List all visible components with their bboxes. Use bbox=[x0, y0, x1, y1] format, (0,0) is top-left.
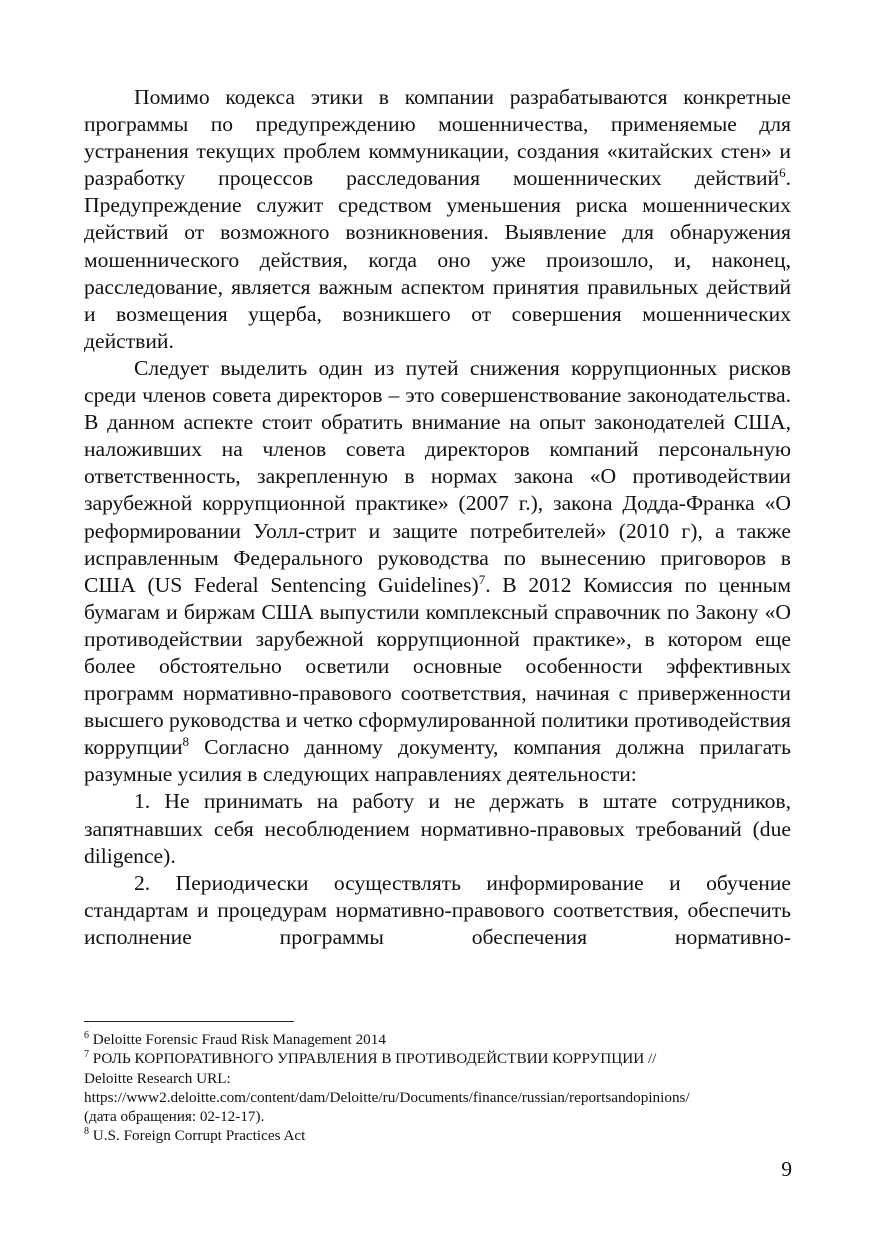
paragraph-board-risks: Следует выделить один из путей снижения коррупционных рисков среди членов совета директоров – это совершенствование законодательства. В данном аспекте стоит обратить внимание на опыт законодателей США, наложивших на членов совета директоров компаний персональную ответственность, закрепленную в нормах закона «О противодействии зарубежной коррупционной практике» (2007 г.), закона Додда-Франка «О реформировании Уолл-стрит и защите потребителей» (2010 г), а также исправленным Федерального руководства по вынесению приговоров в США (US Federal Sentencing Guidelines)$^7$. В 2012 Комиссия по ценным бумагам и биржам США выпустили комплексный справочник по Закону «О противодействии зарубежной коррупционной практике», в котором еще более обстоятельно осветили основные особенности эффективных программ нормативно-правового соответствия, начиная с приверженности высшего руководства и четко сформулированной политики противодействия коррупции$^8$ Согласно данному документу, компания должна прилагать разумные усилия в следующих направлениях деятельности: bbox=[84, 355, 791, 787]
footnote-7-access-date: (дата обращения: 02-12-17). bbox=[84, 1108, 265, 1126]
footnote-7-url[interactable]: https://www2.deloitte.com/content/dam/Deloitte/ru/Documents/finance/russian/reportsandopinions/ bbox=[84, 1088, 690, 1106]
list-item-2: 2. Периодически осуществлять информирование и обучение стандартам и процедурам нормативно-правового соответствия, обеспечить исполнение программы обеспечения нормативно- bbox=[84, 870, 791, 949]
footnote-7-source: Deloitte Research URL: bbox=[84, 1069, 231, 1087]
list-item-1: 1. Не принимать на работу и не держать в штате сотрудников, запятнавших себя несоблюдением нормативно-правовых требований (due diligence). bbox=[84, 789, 791, 868]
footnote-ref-6[interactable]: 6 bbox=[779, 165, 786, 181]
footnotes bbox=[84, 1030, 794, 1146]
footnote-7: $^7$ РОЛЬ КОРПОРАТИВНОГО УПРАВЛЕНИЯ В ПРОТИВОДЕЙСТВИИ КОРРУПЦИИ // bbox=[84, 1049, 657, 1068]
footnote-8: $^8$ U.S. Foreign Corrupt Practices Act bbox=[84, 1126, 306, 1145]
page-number: 9 bbox=[781, 1157, 792, 1181]
footnote-6: $^6$ Deloitte Forensic Fraud Risk Management 2014 bbox=[84, 1029, 386, 1048]
footnote-ref-8[interactable]: 8 bbox=[182, 734, 190, 750]
page-body bbox=[84, 84, 791, 951]
footnote-divider bbox=[84, 1021, 294, 1022]
footnote-ref-7[interactable]: 7 bbox=[478, 571, 486, 587]
paragraph-prevention-programs: Помимо кодекса этики в компании разрабатываются конкретные программы по предупреждению мошенничества, применяемые для устранения текущих проблем коммуникации, создания «китайских стен» и разработку процессов расследования мошеннических действий$^6$. Предупреждение служит средством уменьшения риска мошеннических действий от возможного возникновения. Выявление для обнаружения мошеннического действия, когда оно уже произошло, и, наконец, расследование, является важным аспектом принятия правильных действий и возмещения ущерба, возникшего от совершения мошеннических действий. bbox=[84, 85, 791, 353]
